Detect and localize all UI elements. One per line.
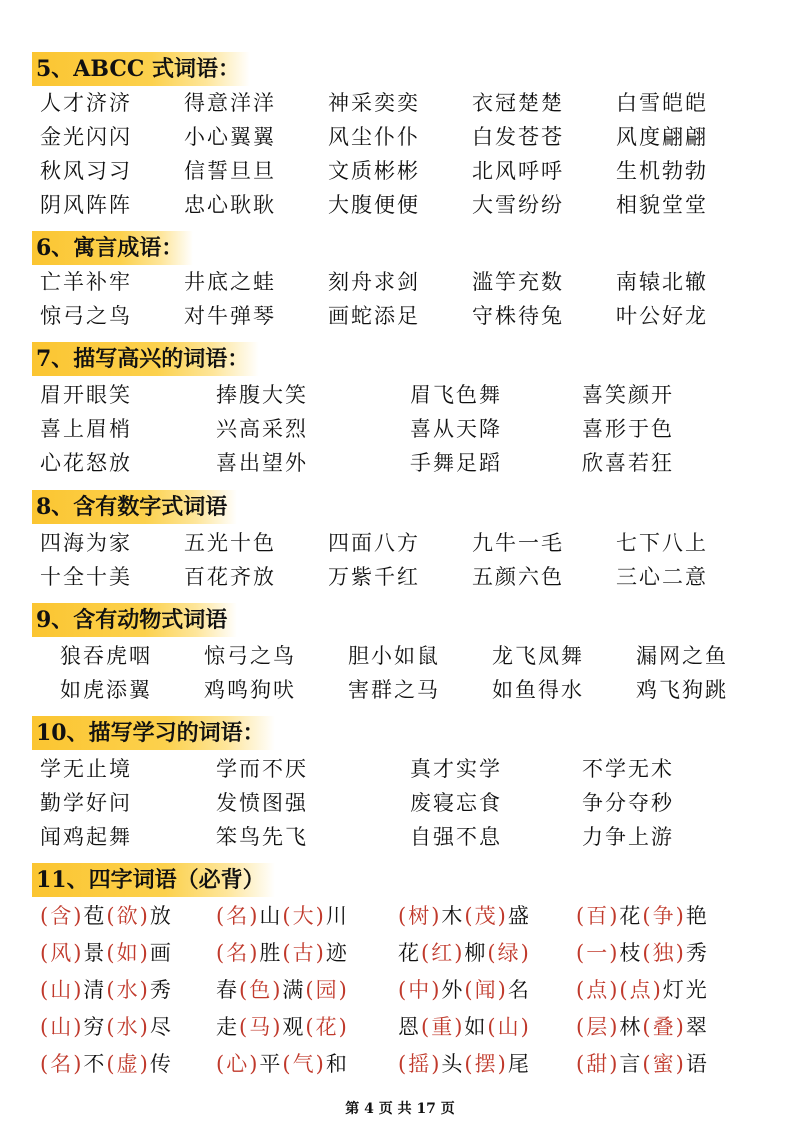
filled-character: 马 <box>249 1015 273 1039</box>
idiom-item: (摇)头(摆)尾 <box>398 1052 531 1076</box>
filled-character: 水 <box>116 978 140 1002</box>
idiom-item: 三心二意 <box>616 565 708 589</box>
paren: ( <box>576 941 587 965</box>
paren: ) <box>497 904 508 928</box>
idiom-item: 四海为家 <box>40 531 132 555</box>
idiom-item: 五颜六色 <box>472 565 564 589</box>
idiom-item: 惊弓之鸟 <box>40 304 132 328</box>
idiom-item: 花(红)柳(绿) <box>398 941 531 965</box>
idiom-item: 捧腹大笑 <box>216 383 308 407</box>
idiom-item: 叶公好龙 <box>616 304 708 328</box>
filled-character: 园 <box>315 978 339 1002</box>
filled-character: 层 <box>586 1015 610 1039</box>
paren: ( <box>239 978 250 1002</box>
idiom-item: 发愤图强 <box>216 791 308 815</box>
paren: ( <box>421 941 432 965</box>
idiom-item: 金光闪闪 <box>40 125 132 149</box>
paren: ( <box>40 904 51 928</box>
idiom-item: (点)(点)灯光 <box>576 978 709 1002</box>
idiom-item: 害群之马 <box>348 678 440 702</box>
idiom-item: (一)枝(独)秀 <box>576 941 709 965</box>
paren: ) <box>431 1052 442 1076</box>
paren: ) <box>338 978 349 1002</box>
section-heading: 9、含有动物式词语 <box>32 603 237 637</box>
paren: ( <box>40 941 51 965</box>
paren: ( <box>576 904 587 928</box>
paren: ( <box>106 904 117 928</box>
paren: ( <box>398 904 409 928</box>
filled-character: 树 <box>408 904 432 928</box>
paren: ( <box>106 1052 117 1076</box>
idiom-item: 大雪纷纷 <box>472 193 564 217</box>
filled-character: 摆 <box>474 1052 498 1076</box>
idiom-item: 百花齐放 <box>184 565 276 589</box>
idiom-item: 得意洋洋 <box>184 91 276 115</box>
paren: ) <box>675 904 686 928</box>
filled-character: 一 <box>586 941 610 965</box>
idiom-item: 守株待兔 <box>472 304 564 328</box>
filled-character: 点 <box>586 978 610 1002</box>
idiom-item: 学无止境 <box>40 757 132 781</box>
idiom-item: 五光十色 <box>184 531 276 555</box>
paren: ) <box>139 1015 150 1039</box>
filled-character: 花 <box>315 1015 339 1039</box>
paren: ( <box>282 941 293 965</box>
idiom-item: 风尘仆仆 <box>328 125 420 149</box>
paren: ) <box>139 978 150 1002</box>
idiom-item: 亡羊补牢 <box>40 270 132 294</box>
paren: ( <box>464 978 475 1002</box>
paren: ) <box>73 978 84 1002</box>
idiom-item: 风度翩翩 <box>616 125 708 149</box>
idiom-item: 衣冠楚楚 <box>472 91 564 115</box>
idiom-item: 走(马)观(花) <box>216 1015 349 1039</box>
idiom-item: 心花怒放 <box>40 451 132 475</box>
idiom-item: 闻鸡起舞 <box>40 825 132 849</box>
idiom-item: 力争上游 <box>582 825 674 849</box>
idiom-item: (风)景(如)画 <box>40 941 173 965</box>
idiom-item: 白雪皑皑 <box>616 91 708 115</box>
idiom-item: 四面八方 <box>328 531 420 555</box>
filled-character: 名 <box>226 941 250 965</box>
idiom-item: 小心翼翼 <box>184 125 276 149</box>
idiom-item: 阴风阵阵 <box>40 193 132 217</box>
paren: ) <box>139 941 150 965</box>
filled-character: 色 <box>249 978 273 1002</box>
idiom-item: 对牛弹琴 <box>184 304 276 328</box>
idiom-item: 刻舟求剑 <box>328 270 420 294</box>
section-heading: 7、描写高兴的词语： <box>32 342 259 376</box>
paren: ( <box>398 1052 409 1076</box>
paren: ( <box>40 1015 51 1039</box>
idiom-item: 相貌堂堂 <box>616 193 708 217</box>
idiom-item: 忠心耿耿 <box>184 193 276 217</box>
filled-character: 气 <box>292 1052 316 1076</box>
idiom-item: 喜形于色 <box>582 417 674 441</box>
filled-character: 山 <box>50 1015 74 1039</box>
idiom-item: 画蛇添足 <box>328 304 420 328</box>
paren: ( <box>464 904 475 928</box>
section-heading: 8、含有数字式词语 <box>32 490 237 524</box>
paren: ) <box>272 978 283 1002</box>
paren: ( <box>642 1052 653 1076</box>
paren: ( <box>642 941 653 965</box>
paren: ( <box>106 941 117 965</box>
paren: ) <box>249 904 260 928</box>
paren: ( <box>106 1015 117 1039</box>
idiom-item: (名)胜(古)迹 <box>216 941 349 965</box>
paren: ( <box>305 978 316 1002</box>
page-footer: 第 4 页 共 17 页 <box>345 1101 455 1117</box>
paren: ) <box>497 1052 508 1076</box>
paren: ( <box>642 904 653 928</box>
filled-character: 风 <box>50 941 74 965</box>
section-heading: 10、描写学习的词语： <box>32 716 275 750</box>
paren: ) <box>139 904 150 928</box>
idiom-item: 如虎添翼 <box>60 678 152 702</box>
filled-character: 欲 <box>116 904 140 928</box>
idiom-item: 神采奕奕 <box>328 91 420 115</box>
idiom-item: 九牛一毛 <box>472 531 564 555</box>
filled-character: 名 <box>226 904 250 928</box>
paren: ( <box>305 1015 316 1039</box>
paren: ) <box>497 978 508 1002</box>
idiom-item: (甜)言(蜜)语 <box>576 1052 709 1076</box>
paren: ) <box>73 1052 84 1076</box>
paren: ) <box>609 978 620 1002</box>
idiom-item: (树)木(茂)盛 <box>398 904 531 928</box>
idiom-item: 争分夺秒 <box>582 791 674 815</box>
paren: ) <box>652 978 663 1002</box>
idiom-item: 眉开眼笑 <box>40 383 132 407</box>
paren: ( <box>40 1052 51 1076</box>
filled-character: 红 <box>431 941 455 965</box>
filled-character: 百 <box>586 904 610 928</box>
filled-character: 叠 <box>652 1015 676 1039</box>
idiom-item: 喜出望外 <box>216 451 308 475</box>
filled-character: 心 <box>226 1052 250 1076</box>
paren: ) <box>609 1015 620 1039</box>
idiom-item: 恩(重)如(山) <box>398 1015 531 1039</box>
paren: ) <box>609 941 620 965</box>
paren: ( <box>40 978 51 1002</box>
idiom-item: 喜从天降 <box>410 417 502 441</box>
paren: ) <box>609 904 620 928</box>
paren: ( <box>106 978 117 1002</box>
idiom-item: 文质彬彬 <box>328 159 420 183</box>
paren: ) <box>249 1052 260 1076</box>
idiom-item: (百)花(争)艳 <box>576 904 709 928</box>
filled-character: 中 <box>408 978 432 1002</box>
filled-character: 摇 <box>408 1052 432 1076</box>
paren: ) <box>315 904 326 928</box>
paren: ) <box>73 941 84 965</box>
idiom-item: 兴高采烈 <box>216 417 308 441</box>
idiom-item: 井底之蛙 <box>184 270 276 294</box>
paren: ) <box>431 978 442 1002</box>
idiom-item: 北风呼呼 <box>472 159 564 183</box>
idiom-item: 白发苍苍 <box>472 125 564 149</box>
idiom-item: 废寝忘食 <box>410 791 502 815</box>
paren: ( <box>576 978 587 1002</box>
idiom-item: (层)林(叠)翠 <box>576 1015 709 1039</box>
idiom-item: 喜笑颜开 <box>582 383 674 407</box>
idiom-item: 漏网之鱼 <box>636 644 728 668</box>
idiom-item: 龙飞凤舞 <box>492 644 584 668</box>
paren: ) <box>139 1052 150 1076</box>
filled-character: 虚 <box>116 1052 140 1076</box>
idiom-item: (名)不(虚)传 <box>40 1052 173 1076</box>
idiom-item: 南辕北辙 <box>616 270 708 294</box>
paren: ( <box>216 941 227 965</box>
filled-character: 闻 <box>474 978 498 1002</box>
paren: ( <box>619 978 630 1002</box>
idiom-item: 胆小如鼠 <box>348 644 440 668</box>
idiom-item: 万紫千红 <box>328 565 420 589</box>
filled-character: 茂 <box>474 904 498 928</box>
idiom-item: 自强不息 <box>410 825 502 849</box>
idiom-item: 学而不厌 <box>216 757 308 781</box>
idiom-item: 鸡鸣狗吠 <box>204 678 296 702</box>
paren: ( <box>216 904 227 928</box>
idiom-item: 七下八上 <box>616 531 708 555</box>
idiom-item: 勤学好问 <box>40 791 132 815</box>
paren: ( <box>642 1015 653 1039</box>
idiom-item: 秋风习习 <box>40 159 132 183</box>
idiom-item: 不学无术 <box>582 757 674 781</box>
filled-character: 山 <box>497 1015 521 1039</box>
idiom-item: 人才济济 <box>40 91 132 115</box>
paren: ( <box>216 1052 227 1076</box>
idiom-item: 笨鸟先飞 <box>216 825 308 849</box>
idiom-item: 大腹便便 <box>328 193 420 217</box>
paren: ) <box>315 1052 326 1076</box>
paren: ( <box>239 1015 250 1039</box>
filled-character: 独 <box>652 941 676 965</box>
idiom-item: 鸡飞狗跳 <box>636 678 728 702</box>
idiom-item: (中)外(闻)名 <box>398 978 531 1002</box>
idiom-item: 如鱼得水 <box>492 678 584 702</box>
filled-character: 如 <box>116 941 140 965</box>
paren: ) <box>73 1015 84 1039</box>
paren: ) <box>454 1015 465 1039</box>
paren: ( <box>398 978 409 1002</box>
paren: ( <box>421 1015 432 1039</box>
paren: ( <box>282 904 293 928</box>
paren: ( <box>282 1052 293 1076</box>
paren: ) <box>272 1015 283 1039</box>
paren: ) <box>338 1015 349 1039</box>
paren: ) <box>249 941 260 965</box>
idiom-item: 喜上眉梢 <box>40 417 132 441</box>
filled-character: 古 <box>292 941 316 965</box>
filled-character: 山 <box>50 978 74 1002</box>
idiom-item: 眉飞色舞 <box>410 383 502 407</box>
paren: ) <box>73 904 84 928</box>
section-heading: 11、四字词语（必背） <box>32 863 275 897</box>
section-heading: 6、寓言成语： <box>32 231 193 265</box>
filled-character: 点 <box>629 978 653 1002</box>
filled-character: 名 <box>50 1052 74 1076</box>
idiom-item: 惊弓之鸟 <box>204 644 296 668</box>
paren: ) <box>315 941 326 965</box>
idiom-item: (名)山(大)川 <box>216 904 349 928</box>
filled-character: 水 <box>116 1015 140 1039</box>
paren: ( <box>487 1015 498 1039</box>
filled-character: 甜 <box>586 1052 610 1076</box>
idiom-item: 滥竽充数 <box>472 270 564 294</box>
paren: ( <box>464 1052 475 1076</box>
idiom-item: (山)清(水)秀 <box>40 978 173 1002</box>
paren: ) <box>675 1015 686 1039</box>
paren: ( <box>576 1052 587 1076</box>
section-heading: 5、ABCC 式词语： <box>32 52 250 86</box>
idiom-item: (山)穷(水)尽 <box>40 1015 173 1039</box>
idiom-item: (心)平(气)和 <box>216 1052 349 1076</box>
filled-character: 大 <box>292 904 316 928</box>
paren: ) <box>675 1052 686 1076</box>
idiom-item: 生机勃勃 <box>616 159 708 183</box>
paren: ) <box>609 1052 620 1076</box>
paren: ) <box>454 941 465 965</box>
filled-character: 争 <box>652 904 676 928</box>
idiom-item: 欣喜若狂 <box>582 451 674 475</box>
paren: ) <box>520 941 531 965</box>
paren: ) <box>431 904 442 928</box>
paren: ( <box>576 1015 587 1039</box>
idiom-item: (含)苞(欲)放 <box>40 904 173 928</box>
idiom-item: 手舞足蹈 <box>410 451 502 475</box>
paren: ( <box>487 941 498 965</box>
filled-character: 蜜 <box>652 1052 676 1076</box>
idiom-item: 十全十美 <box>40 565 132 589</box>
idiom-item: 春(色)满(园) <box>216 978 349 1002</box>
filled-character: 含 <box>50 904 74 928</box>
paren: ) <box>520 1015 531 1039</box>
filled-character: 绿 <box>497 941 521 965</box>
paren: ) <box>675 941 686 965</box>
idiom-item: 真才实学 <box>410 757 502 781</box>
filled-character: 重 <box>431 1015 455 1039</box>
idiom-item: 信誓旦旦 <box>184 159 276 183</box>
idiom-item: 狼吞虎咽 <box>60 644 152 668</box>
